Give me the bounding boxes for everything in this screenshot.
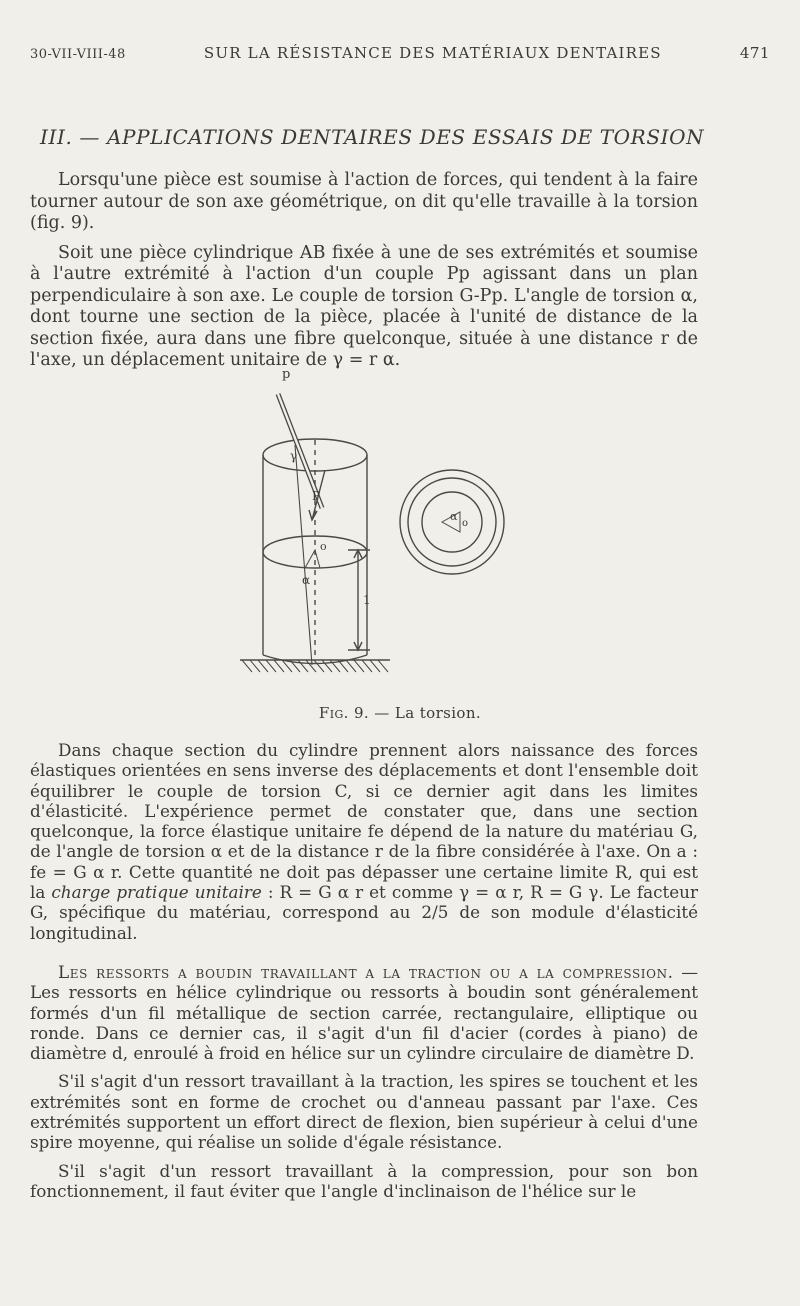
label-gamma: γ [290, 449, 298, 463]
alpha-angle-wedge [305, 550, 320, 568]
italic-term: charge pratique unitaire [51, 882, 262, 903]
torsion-figure [230, 360, 530, 710]
paragraph-compression-springs: S'il s'agit d'un ressort travaillant à la compression, pour son bon fonctionnement, il faut éviter que l'angle d'inclinaison de l'hélice sur le [30, 1160, 698, 1201]
running-head [30, 44, 770, 62]
cylinder-bottom-edge [263, 655, 367, 664]
springs-subheading: Les ressorts a boudin travaillant a la traction ou a la compression. [58, 962, 674, 982]
journal-running-title: SUR LA RÉSISTANCE DES MATÉRIAUX DENTAIRES [203, 44, 662, 62]
springs-text-block [30, 962, 698, 1201]
issue-date: 30-VII-VIII-48 [30, 47, 126, 62]
label-unit-distance: 1 [363, 593, 371, 607]
label-force-P: P [312, 489, 321, 503]
paragraph-cylinder-setup: Soit une pièce cylindrique AB fixée à une de ses extrémités et soumise à l'autre extrémité à l'action d'un couple Pp agissant dans un plan perpendiculaire à son axe. Le couple de torsion G-Pp. L'angle de torsion α, dont tourne une section de la pièce, placée à l'unité de distance de la section fixée, aura dans une fibre quelconque, située à une distance r de l'axe, un déplacement unitaire de γ = r α. [30, 242, 698, 370]
label-alpha: α [302, 573, 311, 587]
paragraph-traction-springs: S'il s'agit d'un ressort travaillant à la traction, les spires se touchent et les extrémités sont en forme de crochet ou d'anneau passant par l'axe. Ces extrémités supportent un effort direct de flexion, bien supérieur à celui d'une spire moyenne, qui réalise un solide d'égale résistance. [30, 1071, 698, 1153]
figure-caption [0, 704, 800, 722]
label-section-alpha: α [450, 510, 458, 523]
label-section-o: o [462, 518, 469, 529]
label-p: p [282, 367, 291, 382]
paragraph-springs-intro: Les ressorts a boudin travaillant a la traction ou a la compression. — Les ressorts en hélice cylindrique ou ressorts à boudin sont généralement formés d'un fil métallique de section carrée, rectangulaire, elliptique ou ronde. Dans ce dernier cas, il s'agit d'un fil d'acier (cordes à piano) de diamètre d, enroulé à froid en hélice sur un cylindre circulaire de diamètre D. [30, 962, 698, 1064]
figure-caption-text: — La torsion. [374, 704, 482, 722]
figure-number: Fig. 9. [318, 704, 370, 722]
intro-text-block [30, 170, 698, 372]
page-number: 471 [739, 44, 770, 62]
paragraph-elastic-forces: Dans chaque section du cylindre prennent alors naissance des forces élastiques orientées en sens inverse des déplacements et dont l'ensemble doit équilibrer le couple de torsion C, si ce dernier agit dans les limites d'élasticité. L'expérience permet de constater que, dans une section quelconque, la force élastique unitaire fe dépend de la nature du matériau G, de l'angle de torsion α et de la distance r de la fibre considérée à l'axe. On a : fe = G α r. Cette quantité ne doit pas dépasser une certaine limite R, qui est la charge pratique unitaire : R = G α r et comme γ = α r, R = G γ. Le facteur G, spécifique du matériau, correspond au 2/5 de son module d'élasticité longitudinal. [30, 740, 698, 943]
section-title: III. — APPLICATIONS DENTAIRES DES ESSAIS DE TORSION [40, 125, 705, 149]
label-axis-o: o [320, 540, 327, 553]
elastic-forces-text-block [30, 740, 698, 943]
paragraph-torsion-definition: Lorsqu'une pièce est soumise à l'action de forces, qui tendent à la faire tourner autour de son axe géométrique, on dit qu'elle travaille à la torsion (fig. 9). [30, 170, 698, 233]
